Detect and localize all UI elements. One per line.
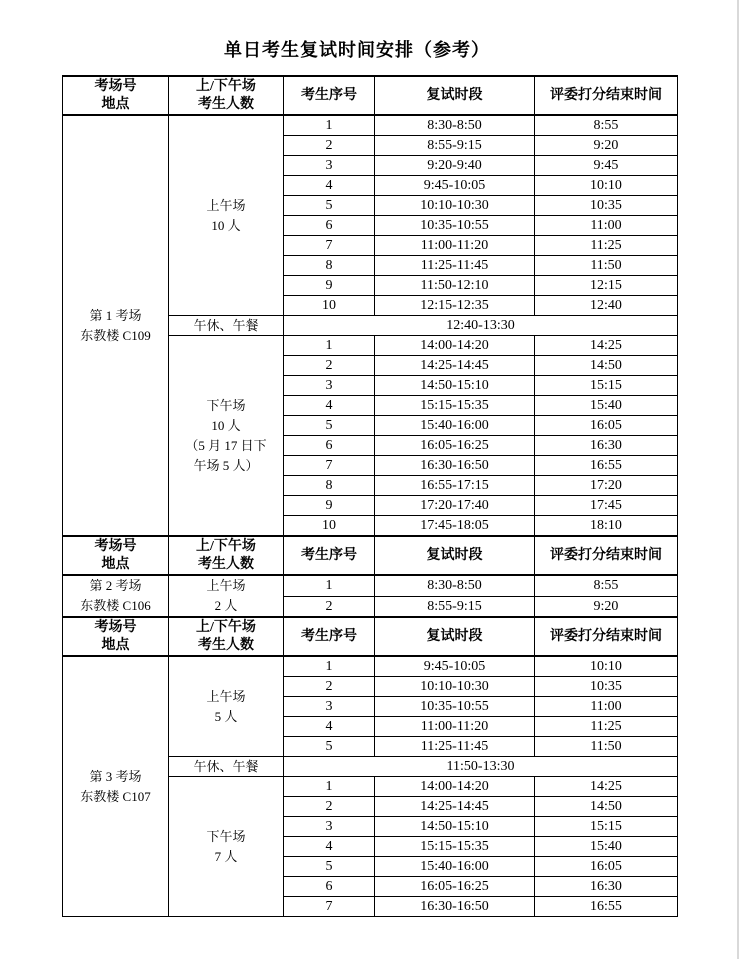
- scoring-end-cell: 14:25: [535, 336, 678, 356]
- header-cell-4: 评委打分结束时间: [535, 76, 678, 115]
- session-cell: 下午场 10 人 （5 月 17 日下 午场 5 人）: [169, 336, 284, 537]
- header-cell-2: 考生序号: [284, 76, 375, 115]
- scoring-end-cell: 18:10: [535, 516, 678, 537]
- candidate-seq-cell: 2: [284, 356, 375, 376]
- interview-slot-cell: 8:55-9:15: [375, 136, 535, 156]
- venue-cell: 第 1 考场 东教楼 C109: [63, 115, 169, 536]
- scoring-end-cell: 16:05: [535, 416, 678, 436]
- interview-slot-cell: 16:05-16:25: [375, 877, 535, 897]
- candidate-seq-cell: 1: [284, 336, 375, 356]
- candidate-seq-cell: 6: [284, 216, 375, 236]
- header-cell-1: 上/下午场 考生人数: [169, 536, 284, 575]
- scoring-end-cell: 11:25: [535, 236, 678, 256]
- scoring-end-cell: 14:50: [535, 797, 678, 817]
- scoring-end-cell: 11:25: [535, 717, 678, 737]
- interview-slot-cell: 15:15-15:35: [375, 396, 535, 416]
- scoring-end-cell: 11:50: [535, 256, 678, 276]
- header-cell-2: 考生序号: [284, 536, 375, 575]
- candidate-seq-cell: 6: [284, 877, 375, 897]
- header-cell-2: 考生序号: [284, 617, 375, 656]
- page-title: 单日考生复试时间安排（参考）: [224, 40, 490, 60]
- candidate-seq-cell: 5: [284, 196, 375, 216]
- scoring-end-cell: 8:55: [535, 115, 678, 136]
- lunch-time-cell: 12:40-13:30: [284, 316, 678, 336]
- interview-slot-cell: 11:25-11:45: [375, 256, 535, 276]
- interview-slot-cell: 11:00-11:20: [375, 236, 535, 256]
- scoring-end-cell: 17:20: [535, 476, 678, 496]
- scoring-end-cell: 16:30: [535, 436, 678, 456]
- interview-slot-cell: 17:20-17:40: [375, 496, 535, 516]
- header-cell-1: 上/下午场 考生人数: [169, 76, 284, 115]
- candidate-seq-cell: 9: [284, 496, 375, 516]
- scoring-end-cell: 8:55: [535, 575, 678, 596]
- interview-slot-cell: 10:35-10:55: [375, 697, 535, 717]
- interview-slot-cell: 9:45-10:05: [375, 176, 535, 196]
- scoring-end-cell: 11:50: [535, 737, 678, 757]
- interview-slot-cell: 9:20-9:40: [375, 156, 535, 176]
- candidate-seq-cell: 3: [284, 697, 375, 717]
- session-cell: 下午场 7 人: [169, 777, 284, 917]
- candidate-seq-cell: 4: [284, 176, 375, 196]
- candidate-seq-cell: 3: [284, 817, 375, 837]
- candidate-seq-cell: 1: [284, 575, 375, 596]
- header-cell-0: 考场号 地点: [63, 617, 169, 656]
- schedule-row: [63, 575, 678, 596]
- scoring-end-cell: 12:40: [535, 296, 678, 316]
- candidate-seq-cell: 1: [284, 656, 375, 677]
- interview-slot-cell: 15:15-15:35: [375, 837, 535, 857]
- candidate-seq-cell: 10: [284, 296, 375, 316]
- venue-cell: 第 2 考场 东教楼 C106: [63, 575, 169, 617]
- scoring-end-cell: 9:20: [535, 136, 678, 156]
- lunch-label-cell: 午休、午餐: [169, 316, 284, 336]
- venue-cell: 第 3 考场 东教楼 C107: [63, 656, 169, 917]
- scoring-end-cell: 10:35: [535, 196, 678, 216]
- interview-slot-cell: 14:25-14:45: [375, 797, 535, 817]
- candidate-seq-cell: 9: [284, 276, 375, 296]
- interview-slot-cell: 9:45-10:05: [375, 656, 535, 677]
- candidate-seq-cell: 5: [284, 737, 375, 757]
- interview-slot-cell: 16:05-16:25: [375, 436, 535, 456]
- scoring-end-cell: 9:45: [535, 156, 678, 176]
- scoring-end-cell: 16:55: [535, 897, 678, 917]
- interview-slot-cell: 10:35-10:55: [375, 216, 535, 236]
- candidate-seq-cell: 1: [284, 115, 375, 136]
- scoring-end-cell: 15:40: [535, 396, 678, 416]
- interview-slot-cell: 11:25-11:45: [375, 737, 535, 757]
- candidate-seq-cell: 7: [284, 236, 375, 256]
- candidate-seq-cell: 2: [284, 797, 375, 817]
- header-cell-3: 复试时段: [375, 617, 535, 656]
- interview-slot-cell: 14:50-15:10: [375, 817, 535, 837]
- candidate-seq-cell: 10: [284, 516, 375, 537]
- header-cell-1: 上/下午场 考生人数: [169, 617, 284, 656]
- candidate-seq-cell: 2: [284, 677, 375, 697]
- interview-slot-cell: 11:00-11:20: [375, 717, 535, 737]
- candidate-seq-cell: 2: [284, 596, 375, 617]
- interview-slot-cell: 16:55-17:15: [375, 476, 535, 496]
- header-row: [63, 76, 678, 115]
- scoring-end-cell: 16:30: [535, 877, 678, 897]
- interview-slot-cell: 15:40-16:00: [375, 416, 535, 436]
- interview-slot-cell: 14:00-14:20: [375, 777, 535, 797]
- header-cell-3: 复试时段: [375, 536, 535, 575]
- interview-slot-cell: 16:30-16:50: [375, 897, 535, 917]
- interview-slot-cell: 11:50-12:10: [375, 276, 535, 296]
- interview-slot-cell: 14:25-14:45: [375, 356, 535, 376]
- schedule-row: [63, 115, 678, 136]
- interview-slot-cell: 15:40-16:00: [375, 857, 535, 877]
- scoring-end-cell: 15:15: [535, 376, 678, 396]
- scoring-end-cell: 10:35: [535, 677, 678, 697]
- interview-slot-cell: 14:50-15:10: [375, 376, 535, 396]
- scoring-end-cell: 12:15: [535, 276, 678, 296]
- candidate-seq-cell: 6: [284, 436, 375, 456]
- interview-slot-cell: 12:15-12:35: [375, 296, 535, 316]
- interview-slot-cell: 10:10-10:30: [375, 196, 535, 216]
- scoring-end-cell: 14:50: [535, 356, 678, 376]
- header-cell-3: 复试时段: [375, 76, 535, 115]
- header-cell-4: 评委打分结束时间: [535, 617, 678, 656]
- candidate-seq-cell: 7: [284, 456, 375, 476]
- candidate-seq-cell: 8: [284, 476, 375, 496]
- candidate-seq-cell: 5: [284, 857, 375, 877]
- scoring-end-cell: 15:15: [535, 817, 678, 837]
- interview-slot-cell: 8:30-8:50: [375, 115, 535, 136]
- lunch-time-cell: 11:50-13:30: [284, 757, 678, 777]
- candidate-seq-cell: 8: [284, 256, 375, 276]
- header-cell-0: 考场号 地点: [63, 76, 169, 115]
- header-cell-4: 评委打分结束时间: [535, 536, 678, 575]
- candidate-seq-cell: 4: [284, 717, 375, 737]
- scoring-end-cell: 16:05: [535, 857, 678, 877]
- interview-slot-cell: 16:30-16:50: [375, 456, 535, 476]
- interview-slot-cell: 10:10-10:30: [375, 677, 535, 697]
- lunch-label-cell: 午休、午餐: [169, 757, 284, 777]
- candidate-seq-cell: 3: [284, 376, 375, 396]
- window-right-edge: [737, 0, 739, 959]
- interview-slot-cell: 14:00-14:20: [375, 336, 535, 356]
- candidate-seq-cell: 4: [284, 396, 375, 416]
- scoring-end-cell: 17:45: [535, 496, 678, 516]
- scoring-end-cell: 10:10: [535, 176, 678, 196]
- scoring-end-cell: 15:40: [535, 837, 678, 857]
- schedule-row: [63, 656, 678, 677]
- candidate-seq-cell: 1: [284, 777, 375, 797]
- scoring-end-cell: 10:10: [535, 656, 678, 677]
- header-cell-0: 考场号 地点: [63, 536, 169, 575]
- interview-slot-cell: 8:55-9:15: [375, 596, 535, 617]
- candidate-seq-cell: 2: [284, 136, 375, 156]
- scoring-end-cell: 9:20: [535, 596, 678, 617]
- candidate-seq-cell: 7: [284, 897, 375, 917]
- scoring-end-cell: 16:55: [535, 456, 678, 476]
- interview-slot-cell: 17:45-18:05: [375, 516, 535, 537]
- scoring-end-cell: 11:00: [535, 216, 678, 236]
- header-row: [63, 536, 678, 575]
- interview-slot-cell: 8:30-8:50: [375, 575, 535, 596]
- schedule-table: [62, 75, 678, 917]
- session-cell: 上午场 10 人: [169, 115, 284, 316]
- session-cell: 上午场 5 人: [169, 656, 284, 757]
- scoring-end-cell: 11:00: [535, 697, 678, 717]
- scoring-end-cell: 14:25: [535, 777, 678, 797]
- header-row: [63, 617, 678, 656]
- session-cell: 上午场 2 人: [169, 575, 284, 617]
- schedule-table-body: [63, 76, 678, 917]
- candidate-seq-cell: 3: [284, 156, 375, 176]
- candidate-seq-cell: 4: [284, 837, 375, 857]
- candidate-seq-cell: 5: [284, 416, 375, 436]
